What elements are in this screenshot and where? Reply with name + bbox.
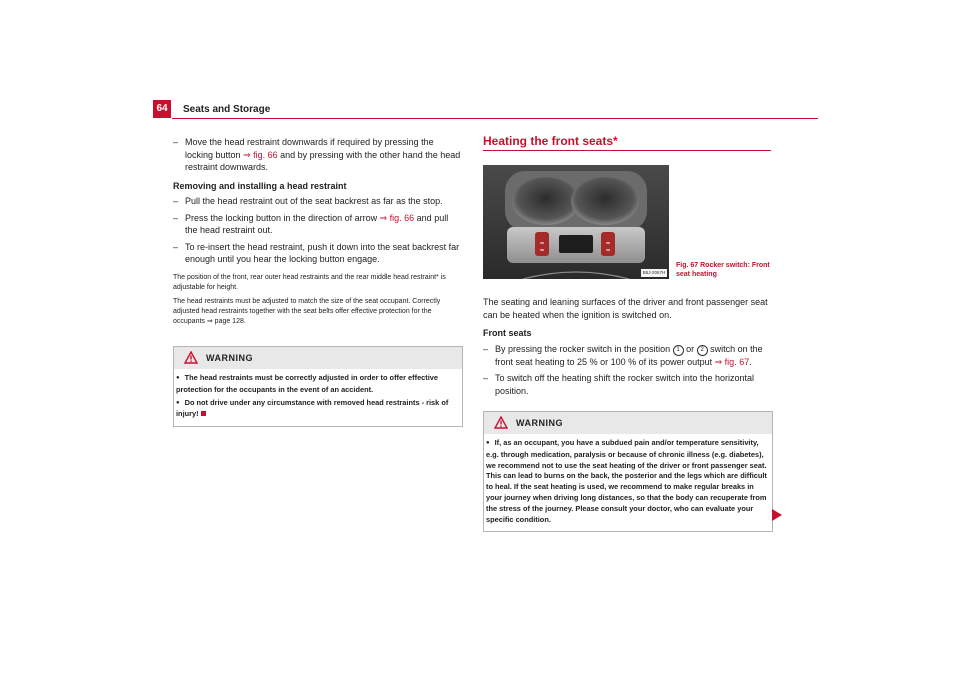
- section-title: Seats and Storage: [183, 104, 271, 115]
- warning-label: WARNING: [516, 418, 563, 428]
- figure-code: B5J-2067H: [642, 270, 666, 275]
- fig-66-link[interactable]: ⇒ fig. 66: [243, 149, 278, 160]
- warning-box-seat-heating: [483, 411, 773, 532]
- subheading-front-seats: Front seats: [483, 328, 532, 338]
- position-2-badge: 2: [697, 345, 708, 356]
- subheading-head-restraint: Removing and installing a head restraint: [173, 180, 347, 191]
- list-item: – To switch off the heating shift the rocker switch into the horizontal position.: [483, 372, 772, 397]
- warning-header: [174, 347, 462, 369]
- list-item: – Pull the head restraint out of the seat backrest as far as the stop.: [173, 195, 461, 208]
- warning-body: [174, 369, 462, 426]
- rocker-switch-figure: [483, 165, 669, 279]
- list-item: – Move the head restraint downwards if required by pressing the locking button ⇒ fig. 66 and by pressing with the other hand the head restraint downwards.: [173, 136, 461, 174]
- warning-item: ● Do not drive under any circumstance with removed head restraints - risk of injury!: [176, 398, 460, 421]
- next-page-arrow-icon[interactable]: [772, 508, 782, 526]
- warning-item: ● The head restraints must be correctly adjusted in order to offer effective protection for the occupants in the event of an accident.: [176, 373, 460, 396]
- figure-caption: Fig. 67 Rocker switch: Front seat heating: [676, 262, 770, 278]
- svg-text:≈: ≈: [539, 247, 545, 254]
- warning-triangle-icon: [494, 416, 508, 431]
- warning-triangle-icon: [184, 351, 198, 366]
- warning-body: [484, 434, 772, 531]
- header-rule: [172, 118, 818, 119]
- heading-rule: [483, 150, 771, 151]
- note-height-adjust: The position of the front, rear outer head restraints and the rear middle head restraint* is adjustable for height.: [173, 273, 446, 291]
- warning-label: WARNING: [206, 353, 253, 363]
- right-column: [483, 296, 772, 401]
- position-1-badge: 1: [673, 345, 684, 356]
- list-item: – By pressing the rocker switch in the position 1 or 2 switch on the front seat heating to 25 % or 100 % of its power output ⇒ fig. 67.: [483, 343, 772, 369]
- svg-text:≈: ≈: [605, 247, 611, 254]
- rocker-switch-icon: [483, 165, 669, 279]
- page-number: 64: [153, 100, 171, 118]
- warning-item: ● If, as an occupant, you have a subdued pain and/or temperature sensitivity, e.g. through medication, paralysis or because of chronic illness (e.g. diabetes), we recommend not to use the seat heating of the driver or front passenger seat. This can lead to burns on the back, the posterior and the legs which are difficult to heal. If the seat heating is used, we recommend to make regular breaks in your journey when driving long distances, so that the body can recuperate from the stress of the journey. Please consult your doctor, who can evaluate your specific condition.: [486, 438, 770, 525]
- intro-paragraph: The seating and leaning surfaces of the driver and front passenger seat can be heated when the ignition is switched on.: [483, 297, 768, 320]
- fig-66-link[interactable]: ⇒ fig. 66: [379, 212, 415, 223]
- warning-header: [484, 412, 772, 434]
- svg-text:≈: ≈: [539, 240, 545, 247]
- warning-box-head-restraint: [173, 346, 463, 427]
- svg-text:≈: ≈: [605, 240, 611, 247]
- page-128-link[interactable]: ⇒ page 128.: [206, 317, 246, 325]
- list-item: – Press the locking button in the direction of arrow ⇒ fig. 66 and pull the head restraint out.: [173, 212, 461, 237]
- end-of-section-icon: [201, 411, 206, 416]
- note-adjust-size: The head restraints must be adjusted to match the size of the seat occupant. Correctly adjusted head restraints together with the seat belts offer effective protection for the occupants ⇒ page 128.: [173, 297, 441, 325]
- heading-heating-front-seats: Heating the front seats*: [483, 134, 618, 148]
- list-item: – To re-insert the head restraint, push it down into the seat backrest far enough until you hear the locking button engage.: [173, 241, 461, 266]
- left-column: [173, 136, 461, 331]
- fig-67-link[interactable]: ⇒ fig. 67: [714, 356, 750, 367]
